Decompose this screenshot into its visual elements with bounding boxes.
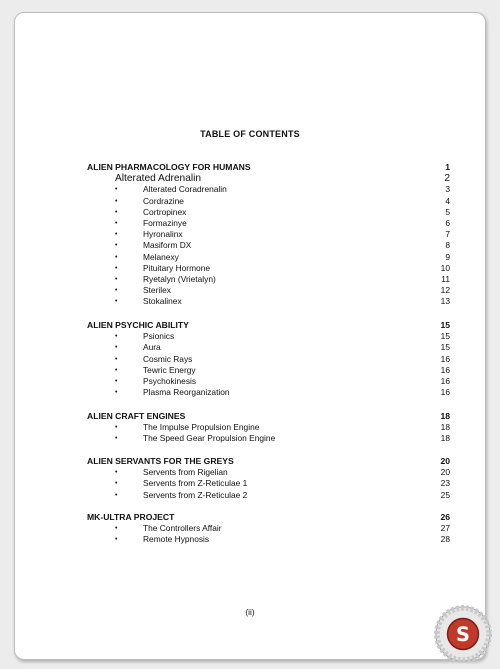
page-number: 2 [444,173,450,185]
page-number: 15 [440,331,450,342]
page-number: 16 [440,387,450,398]
page-number: 23 [440,478,450,489]
bullet-icon: • [115,491,118,499]
entry-label: Plasma Reorganization [143,387,230,398]
entry-label: Psionics [143,331,175,342]
page-number: 10 [440,262,450,273]
page-footer-number: (ii) [245,607,255,617]
page-number: 11 [441,273,450,284]
page-number: 26 [440,512,450,522]
page-number: 16 [440,364,450,375]
bullet-icon: • [115,219,118,227]
bullet-icon: • [115,480,118,488]
page-number: 25 [440,489,450,500]
svg-text:S: S [456,622,470,646]
bullet-icon: • [115,231,118,239]
toc-subheading[interactable] [87,173,450,184]
section-heading-label: ALIEN CRAFT ENGINES [87,411,186,421]
page-number: 27 [440,523,450,534]
toc-entry[interactable] [87,376,450,387]
bullet-icon: • [115,366,118,374]
entry-label: Masiform DX [143,240,192,251]
page-number: 16 [440,375,450,386]
page-number: 7 [445,229,450,240]
bullet-icon: • [115,525,118,533]
bullet-icon: • [115,344,118,352]
bullet-icon: • [115,186,118,194]
toc-entry[interactable] [87,342,450,353]
toc-entry[interactable] [87,490,450,501]
bullet-icon: • [115,197,118,205]
page-number: 20 [440,467,450,478]
toc-entry[interactable] [87,196,450,207]
page-number: 15 [440,320,450,330]
section-heading[interactable] [87,512,450,523]
toc-entry[interactable] [87,274,450,285]
toc-title: TABLE OF CONTENTS [200,129,300,139]
entry-label: Formazinye [143,217,187,228]
entry-label: Cortropinex [143,206,187,217]
bullet-icon: • [115,275,118,283]
bullet-icon: • [115,536,118,544]
entry-label: Cordrazine [143,195,184,206]
bullet-icon: • [115,253,118,261]
bullet-icon: • [115,287,118,295]
entry-label: The Controllers Affair [143,523,222,534]
watermark-logo-icon [434,605,492,663]
entry-label: Alterated Coradrenalin [143,184,227,195]
bullet-icon: • [115,424,118,432]
toc-entry[interactable] [87,467,450,478]
entry-label: Melanexy [143,251,179,262]
section-heading[interactable] [87,320,450,331]
bullet-icon: • [115,333,118,341]
entry-label: Servents from Z-Reticulae 1 [143,478,248,489]
entry-label: Sterilex [143,285,171,296]
page-number: 20 [440,456,450,466]
page-number: 5 [445,206,450,217]
toc-entry[interactable] [87,296,450,307]
bullet-icon: • [115,264,118,272]
document-page [14,12,486,660]
entry-label: Hyronalinx [143,229,183,240]
entry-label: Servents from Rigelian [143,467,228,478]
entry-label: Pituitary Hormone [143,262,211,273]
page-number: 18 [440,433,450,444]
bullet-icon: • [115,377,118,385]
page-number: 1 [445,162,450,172]
toc-entry[interactable] [87,478,450,489]
toc-entry[interactable] [87,433,450,444]
page-number: 12 [440,285,450,296]
page-number: 28 [440,534,450,545]
entry-label: Remote Hypnosis [143,534,210,545]
section-heading-label: MK-ULTRA PROJECT [87,512,175,522]
section-heading-label: ALIEN PSYCHIC ABILITY [87,320,189,330]
entry-label: Servents from Z-Reticulae 2 [143,489,248,500]
page-number: 15 [440,342,450,353]
toc-entry[interactable] [87,184,450,195]
bullet-icon: • [115,469,118,477]
section-heading[interactable] [87,162,450,173]
toc-entry[interactable] [87,207,450,218]
toc-entry[interactable] [87,331,450,342]
toc-section-mk-ultra [87,512,450,546]
bullet-icon: • [115,242,118,250]
toc-entry[interactable] [87,534,450,545]
page-number: 18 [440,411,450,421]
entry-label: Stokalinex [143,296,182,307]
entry-label: Psychokinesis [143,375,197,386]
entry-label: Aura [143,342,161,353]
bullet-icon: • [115,208,118,216]
toc-entry[interactable] [87,285,450,296]
entry-label: Tewric Energy [143,364,196,375]
page-number: 9 [445,251,450,262]
toc-section-alien-psychic-ability [87,320,450,398]
page-number: 13 [440,296,450,307]
toc-entry[interactable] [87,354,450,365]
toc-entry[interactable] [87,263,450,274]
page-number: 16 [440,353,450,364]
toc-section-alien-servants [87,456,450,501]
bullet-icon: • [115,355,118,363]
page-number: 3 [445,184,450,195]
toc-entry[interactable] [87,229,450,240]
entry-label: Cosmic Rays [143,353,193,364]
toc-section-alien-craft-engines [87,411,450,445]
bullet-icon: • [115,298,118,306]
section-heading-label: ALIEN PHARMACOLOGY FOR HUMANS [87,162,251,172]
page-number: 18 [440,422,450,433]
toc-section-alien-pharmacology [87,162,450,307]
toc-entry[interactable] [87,240,450,251]
toc-entry[interactable] [87,218,450,229]
page-number: 6 [445,217,450,228]
bullet-icon: • [115,435,118,443]
page-number: 4 [445,195,450,206]
toc-entry[interactable] [87,523,450,534]
toc-entry[interactable] [87,387,450,398]
bullet-icon: • [115,389,118,397]
toc-entry[interactable] [87,422,450,433]
section-heading[interactable] [87,456,450,467]
section-heading[interactable] [87,411,450,422]
entry-label: Ryetalyn (Vrietalyn) [143,273,216,284]
entry-label: The Speed Gear Propulsion Engine [143,433,276,444]
toc-entry[interactable] [87,252,450,263]
toc-entry[interactable] [87,365,450,376]
subheading-label: Alterated Adrenalin [115,173,202,185]
entry-label: The Impulse Propulsion Engine [143,422,260,433]
page-number: 8 [445,240,450,251]
section-heading-label: ALIEN SERVANTS FOR THE GREYS [87,456,234,466]
